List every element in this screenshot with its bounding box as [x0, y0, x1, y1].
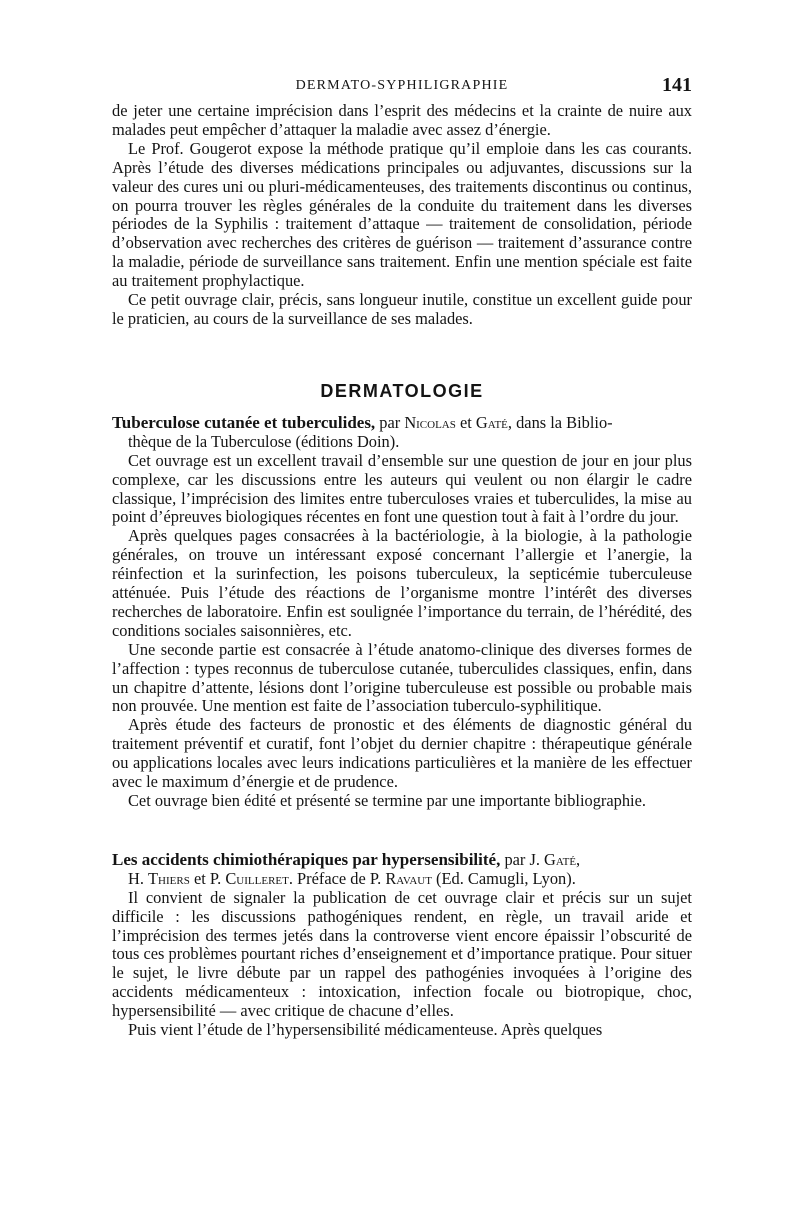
paragraph: de jeter une certaine imprécision dans l’esprit des médecins et la crainte de nuire aux malades peut empêcher d’attaquer la maladie avec assez d’énergie.	[112, 101, 692, 139]
review-title: Tuberculose cutanée et tuberculides,	[112, 412, 376, 432]
citation-text: ,	[576, 849, 581, 869]
review-citation	[112, 414, 692, 452]
citation-text: . Préface de P.	[288, 868, 386, 888]
paragraph: Il convient de signaler la publication de cet ouvrage clair et précis sur un sujet difficile : les discussions pathogéniques rendent, en règle, un travail aride et l’imprécision des termes jetés dans la controverse vient encore épaissir l’obscurité de tous ces problèmes pourtant riches d’enseignement et d’importance pratique. Pour situer le sujet, le livre débute par un rappel des pathogénies invoquées à l’origine des accidents médicamenteux : intoxication, infection focale ou biotropique, choc, hypersensibilité — avec critique de chacune d’elles.	[112, 887, 692, 1021]
review-citation	[112, 851, 692, 889]
page-number: 141	[662, 74, 692, 96]
paragraph: Cet ouvrage bien édité et présenté se termine par une importante bibliographie.	[128, 791, 646, 810]
paragraph: Après étude des facteurs de pronostic et des éléments de diagnostic général du traitement préventif et curatif, font l’objet du dernier chapitre : thérapeutique générale ou applications locales avec leurs indications particulières et la manière de les effectuer avec le maximum d’énergie et de prudence.	[112, 715, 692, 792]
author-name: Ravaut	[385, 868, 432, 888]
author-name: Gaté	[544, 849, 577, 869]
citation-text: et P.	[189, 868, 226, 888]
citation-text: par J.	[500, 849, 545, 869]
paragraph: Ce petit ouvrage clair, précis, sans longueur inutile, constitue un excellent guide pour le praticien, au cours de la surveillance de ses malades.	[112, 290, 692, 328]
citation-text: et	[455, 412, 476, 432]
citation-text: , dans la Biblio-	[507, 412, 613, 432]
book-page	[112, 74, 692, 1040]
paragraph: Après quelques pages consacrées à la bactériologie, à la biologie, à la pathologie générales, on trouve un intéressant exposé concernant l’allergie et l’anergie, la réinfection et la surinfection, les poisons tuberculeux, la septicémie tuberculeuse atténuée. Puis l’étude des réactions de l’organisme montre l’intérêt des diverses recherches de laboratoire. Enfin est soulignée l’importance du terrain, de l’hérédité, des conditions sociales saisonnières, etc.	[112, 526, 692, 640]
author-name: Gaté	[475, 412, 508, 432]
running-head	[112, 74, 692, 102]
review-entry	[112, 414, 692, 811]
paragraph: Une seconde partie est consacrée à l’étude anatomo-clinique des diverses formes de l’affection : types reconnus de tuberculose cutanée, tuberculides classiques, enfin, dans un chapitre d’attente, lésions dont l’origine tuberculeuse est possible ou probable mais non prouvée. Une mention est faite de l’association tuberculo-syphilitique.	[112, 639, 692, 716]
citation-text: H.	[128, 868, 149, 888]
author-name: Thiers	[148, 868, 190, 888]
author-name: Nicolas	[404, 412, 456, 432]
citation-text: (Ed. Camugli, Lyon).	[431, 868, 576, 888]
paragraph: Cet ouvrage est un excellent travail d’ensemble sur une question de jour en jour plus complexe, car les discussions entre les auteurs qui veulent ou non élargir le cadre classique, l’imprécision des limites entre tuberculoses vraies et tuberculides, la mise au point d’épreuves biologiques récentes en font une question tout à fait à l’ordre du jour.	[112, 450, 692, 527]
paragraph: Puis vient l’étude de l’hypersensibilité médicamenteuse. Après quelques	[128, 1020, 603, 1040]
section-heading: DERMATOLOGIE	[320, 380, 484, 401]
review-title: Les accidents chimiothérapiques par hypersensibilité,	[112, 849, 501, 869]
citation-text: thèque de la Tuberculose (éditions Doin).	[128, 431, 400, 451]
author-name: Cuilleret	[225, 868, 289, 888]
citation-text: par	[375, 412, 405, 432]
intro-text	[112, 102, 692, 329]
review-entry	[112, 851, 692, 1040]
paragraph: Le Prof. Gougerot expose la méthode pratique qu’il emploie dans les cas courants. Après l’étude des diverses médications principales ou adjuvantes, discussions sur la valeur des cures uni ou pluri-médicamenteuses, des traitements discontinus ou continus, on pourra trouver les règles générales de la conduite du traitement dans les diverses périodes de la Syphilis : traitement d’attaque — traitement de consolidation, période d’observation avec recherches des critères de guérison — traitement d’assurance contre la maladie, période de surveillance sans traitement. Enfin une mention spéciale est faite au traitement prophylactique.	[112, 138, 692, 291]
citation-line	[112, 870, 692, 889]
running-title: DERMATO-SYPHILIGRAPHIE	[295, 78, 509, 93]
